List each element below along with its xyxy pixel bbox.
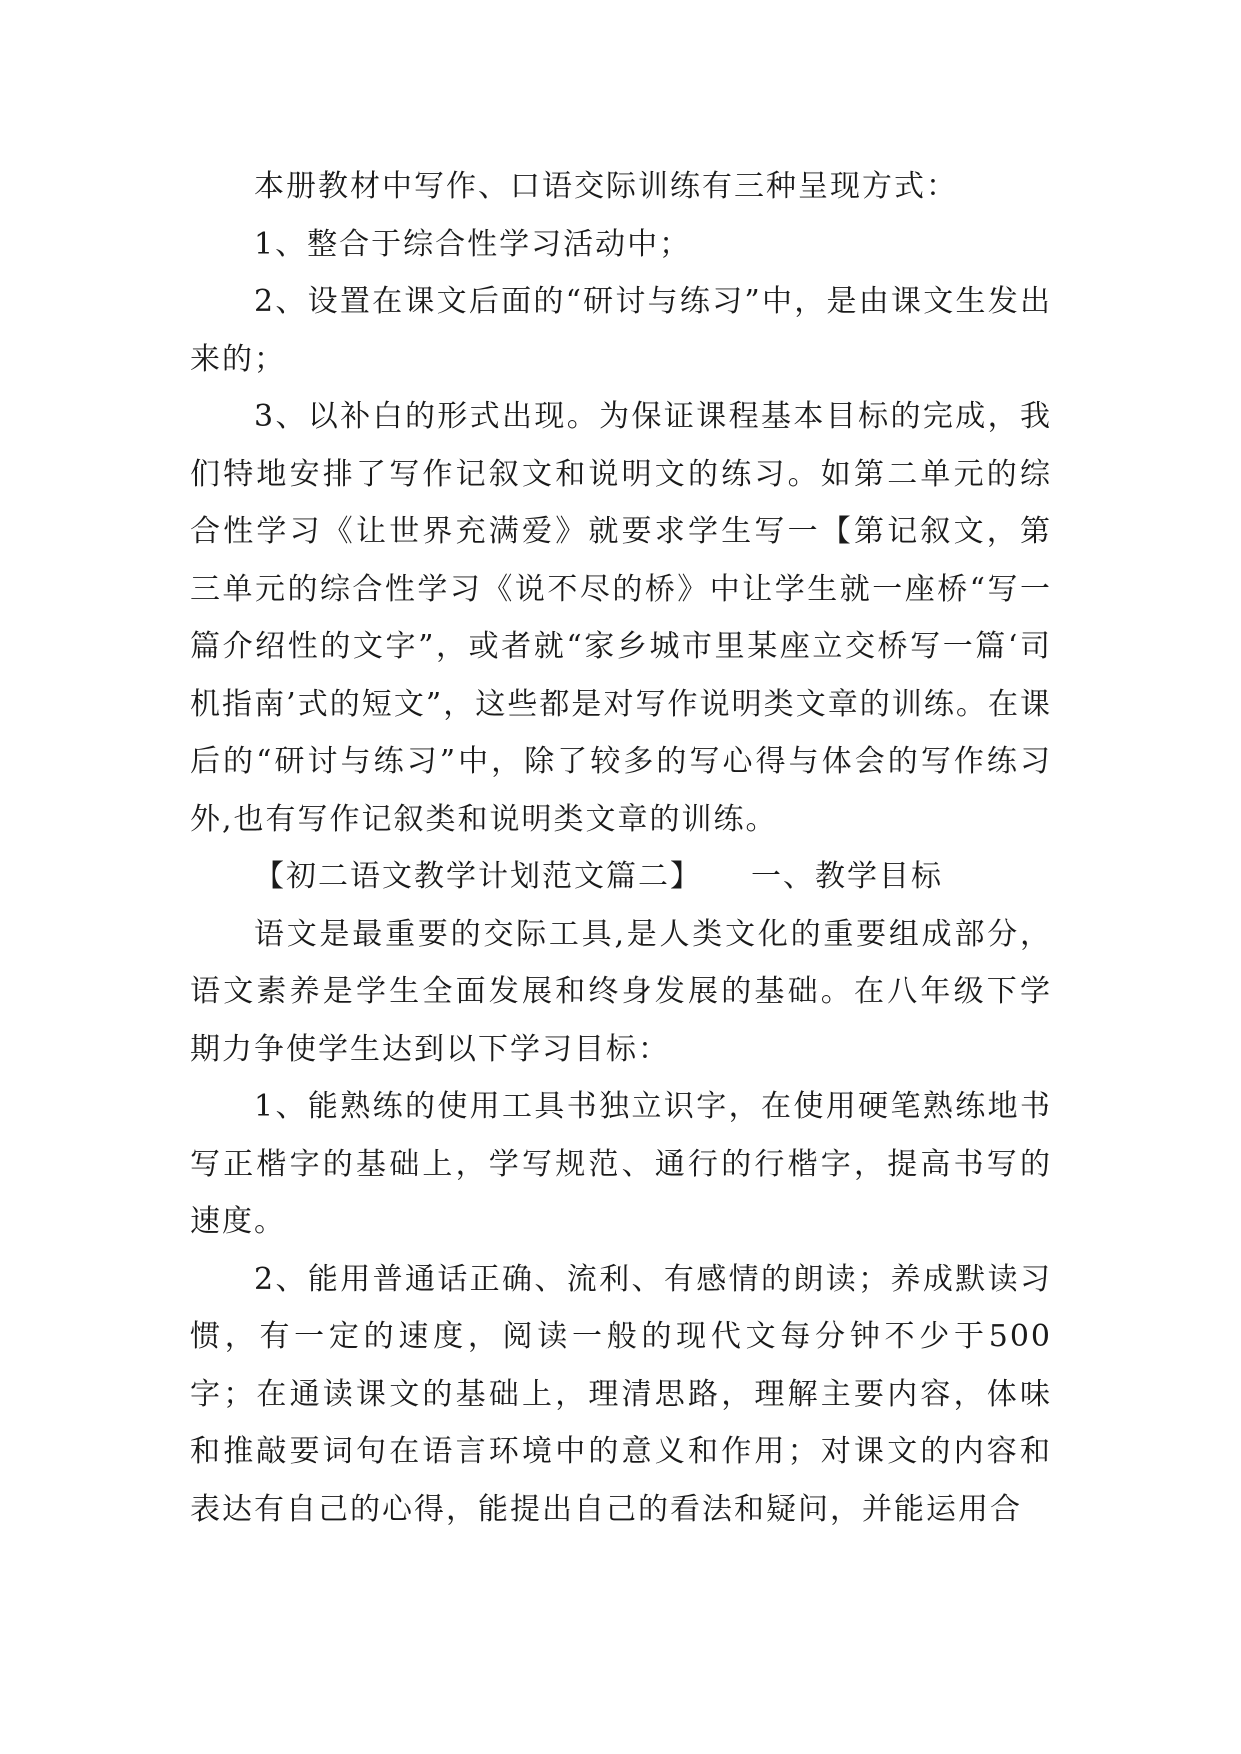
paragraph-goals-intro: 语文是最重要的交际工具,是人类文化的重要组成部分，语文素养是学生全面发展和终身发展的基础。在八年级下学期力争使学生达到以下学习目标：	[190, 916, 1052, 1067]
section-heading: 【初二语文教学计划范文篇二】 一、教学目标	[254, 859, 943, 894]
paragraph-item-3: 3、以补白的形式出现。为保证课程基本目标的完成，我们特地安排了写作记叙文和说明文的练习。如第二单元的综合性学习《让世界充满爱》就要求学生写一【第记叙文，第三单元的综合性学习《说不尽的桥》中让学生就一座桥“写一篇介绍性的文字”，或者就“家乡城市里某座立交桥写一篇‘司机指南’式的短文”，这些都是对写作说明类文章的训练。在课后的“研讨与练习”中，除了较多的写心得与体会的写作练习外,也有写作记叙类和说明类文章的训练。	[190, 399, 1052, 837]
paragraph-item-1: 1、整合于综合性学习活动中；	[254, 226, 692, 262]
paragraph-item-2: 2、设置在课文后面的“研讨与练习”中，是由课文生发出来的；	[190, 284, 1052, 377]
paragraph-goal-1: 1、能熟练的使用工具书独立识字，在使用硬笔熟练地书写正楷字的基础上，学写规范、通行的行楷字，提高书写的速度。	[190, 1089, 1052, 1239]
paragraph-goal-2: 2、能用普通话正确、流利、有感情的朗读；养成默读习惯，有一定的速度，阅读一般的现代文每分钟不少于500字；在通读课文的基础上，理清思路，理解主要内容，体味和推敲要词句在语言环境中的意义和作用；对课文的内容和表达有自己的心得，能提出自己的看法和疑问，并能运用合	[190, 1261, 1052, 1527]
document-body	[190, 158, 1052, 1538]
paragraph-presentation-modes: 本册教材中写作、口语交际训练有三种呈现方式：	[254, 169, 958, 204]
